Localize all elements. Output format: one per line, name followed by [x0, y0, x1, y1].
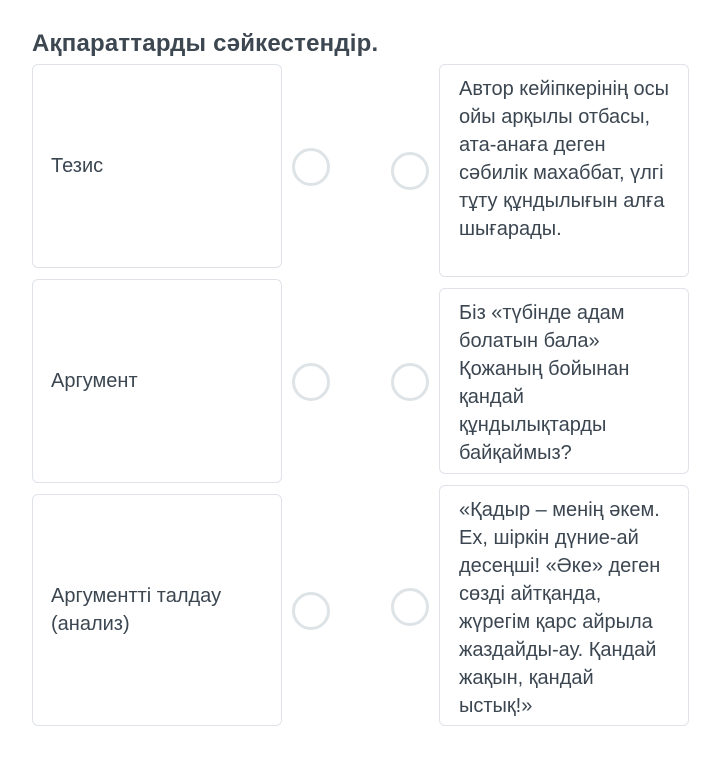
right-match-radio-1[interactable] — [391, 152, 429, 190]
left-item-label: Аргумент — [51, 370, 138, 392]
left-item-label: Тезис — [51, 155, 104, 177]
right-item-text: «Қадыр – менің әкем. Ех, шіркін дүние-ай десеңші! «Әке» деген сөзді айтқанда, жүрегім қарс айрыла жаздайды-ау. Қандай жақын, қандай ыстық!» — [459, 499, 661, 717]
left-match-radio-2[interactable] — [292, 363, 330, 401]
right-match-radio-3[interactable] — [391, 588, 429, 626]
right-item-text: Автор кейіпкерінің осы ойы арқылы отбасы, ата-анаға деген сәбилік махаббат, үлгі тұту құндылығын алға шығарады. — [459, 78, 670, 240]
left-item-label: Аргументті талдау (анализ) — [51, 585, 222, 635]
right-item-2 — [439, 288, 689, 474]
right-item-text: Біз «түбінде адам болатын бала» Қожаның бойынан қандай құндылықтарды байқаймыз? — [459, 302, 630, 464]
left-item-analysis — [32, 494, 282, 726]
right-match-radio-2[interactable] — [391, 363, 429, 401]
left-item-thesis — [32, 64, 282, 268]
right-item-3 — [439, 485, 689, 726]
left-match-radio-3[interactable] — [292, 592, 330, 630]
left-match-radio-1[interactable] — [292, 148, 330, 186]
page-title: Ақпараттарды сәйкестендір. — [32, 30, 379, 57]
left-item-argument — [32, 279, 282, 483]
right-item-1 — [439, 64, 689, 277]
